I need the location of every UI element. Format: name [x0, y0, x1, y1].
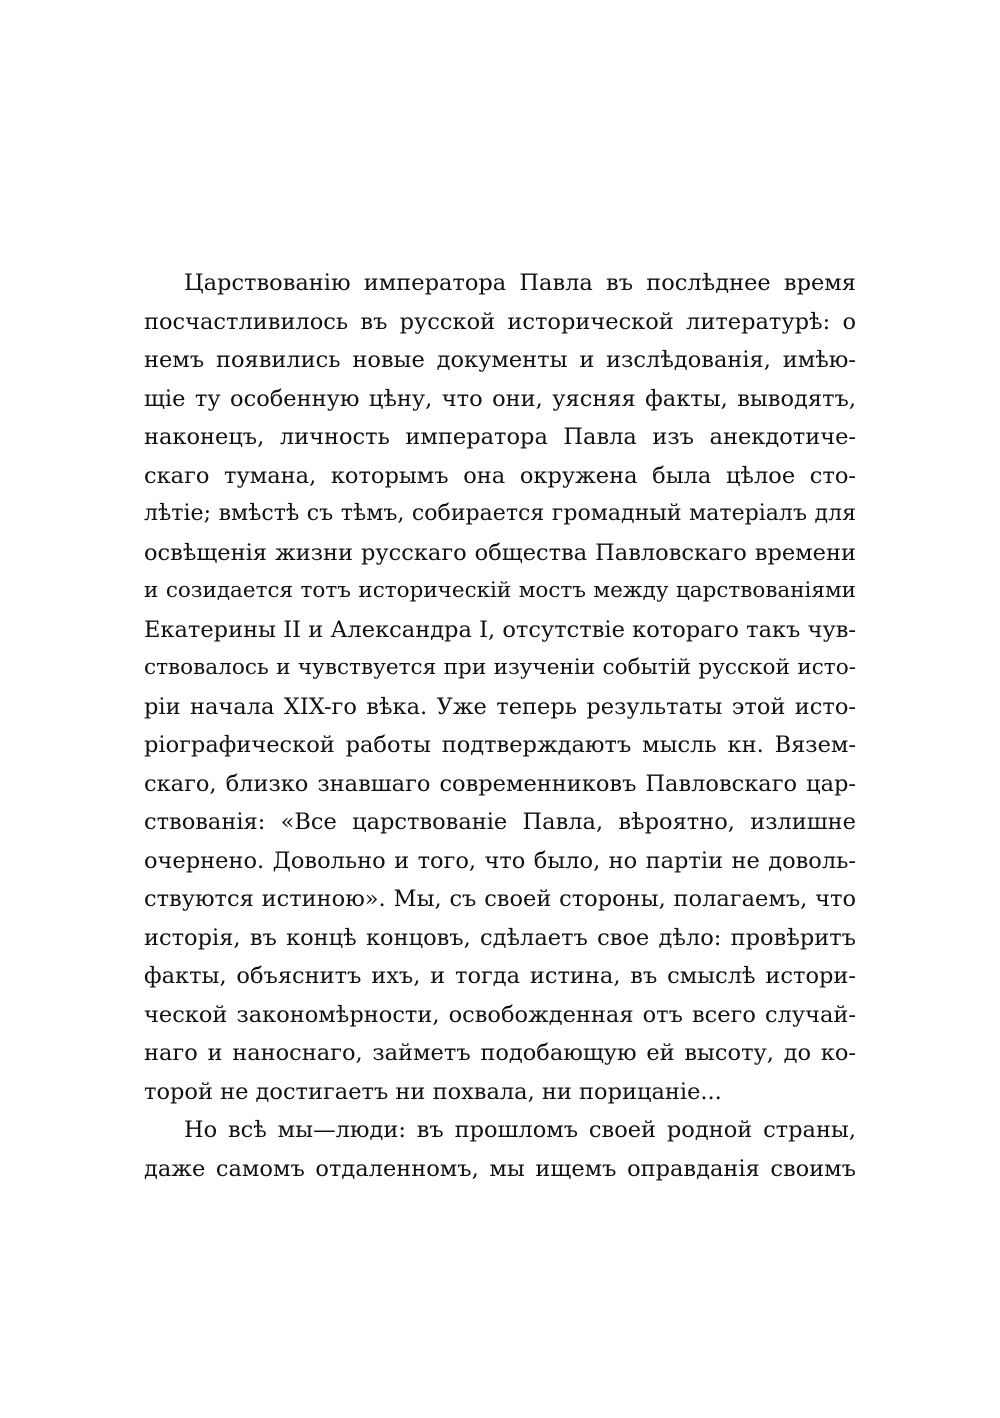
- text-line: скаго тумана, которымъ она окружена была цѣлое сто-: [144, 462, 856, 489]
- text-line: Екатерины II и Александра I, отсутствіе котораго такъ чув-: [144, 616, 856, 643]
- text-line: ріографической работы подтверждаютъ мысль кн. Вязем-: [144, 732, 856, 758]
- text-line: ствованія: «Все царствованіе Павла, вѣроятно, излишне: [144, 809, 856, 835]
- text-line: посчастливилось въ русской исторической литературѣ: о: [144, 308, 856, 335]
- paragraph: [144, 1111, 856, 1188]
- text-line: ческой закономѣрности, освобожденная отъ всего случай-: [144, 1001, 856, 1028]
- text-line: немъ появились новые документы и изслѣдованія, имѣю-: [144, 347, 856, 373]
- text-line: исторія, въ концѣ концовъ, сдѣлаетъ свое дѣло: провѣритъ: [144, 924, 856, 951]
- text-line: освѣщенія жизни русскаго общества Павловскаго времени: [144, 539, 856, 566]
- text-line: скаго, близко знавшаго современниковъ Павловскаго цар-: [144, 770, 856, 797]
- text-line: ствовалось и чувствуется при изученіи событій русской исто-: [144, 655, 856, 680]
- text-line: наго и наноснаго, займетъ подобающую ей высоту, до ко-: [144, 1040, 856, 1066]
- text-line: наконецъ, личность императора Павла изъ анекдотиче-: [144, 424, 856, 450]
- text-line: ріи начала XIX-го вѣка. Уже теперь результаты этой исто-: [144, 693, 856, 720]
- text-line: факты, объяснитъ ихъ, и тогда истина, въ смыслѣ истори-: [144, 963, 856, 989]
- text-line: лѣтіе; вмѣстѣ съ тѣмъ, собирается громадный матеріалъ для: [144, 501, 856, 526]
- text-line: Но всѣ мы—люди: въ прошломъ своей родной страны,: [184, 1117, 856, 1143]
- text-line: щіе ту особенную цѣну, что они, уясняя факты, выводятъ,: [144, 385, 856, 412]
- text-line: очернено. Довольно и того, что было, но партіи не доволь-: [144, 847, 856, 874]
- text-line: и созидается тотъ историческій мостъ между царствованіями: [144, 578, 856, 603]
- text-line: ствуются истиною». Мы, съ своей стороны, полагаемъ, что: [144, 886, 856, 912]
- text-line: даже самомъ отдаленномъ, мы ищемъ оправданія своимъ: [144, 1155, 856, 1182]
- text-line: торой не достигаетъ ни похвала, ни порицаніе...: [144, 1078, 722, 1105]
- paragraph: [144, 264, 856, 1111]
- text-line: Царствованію императора Павла въ послѣднее время: [184, 270, 856, 296]
- body-text: [144, 264, 856, 1188]
